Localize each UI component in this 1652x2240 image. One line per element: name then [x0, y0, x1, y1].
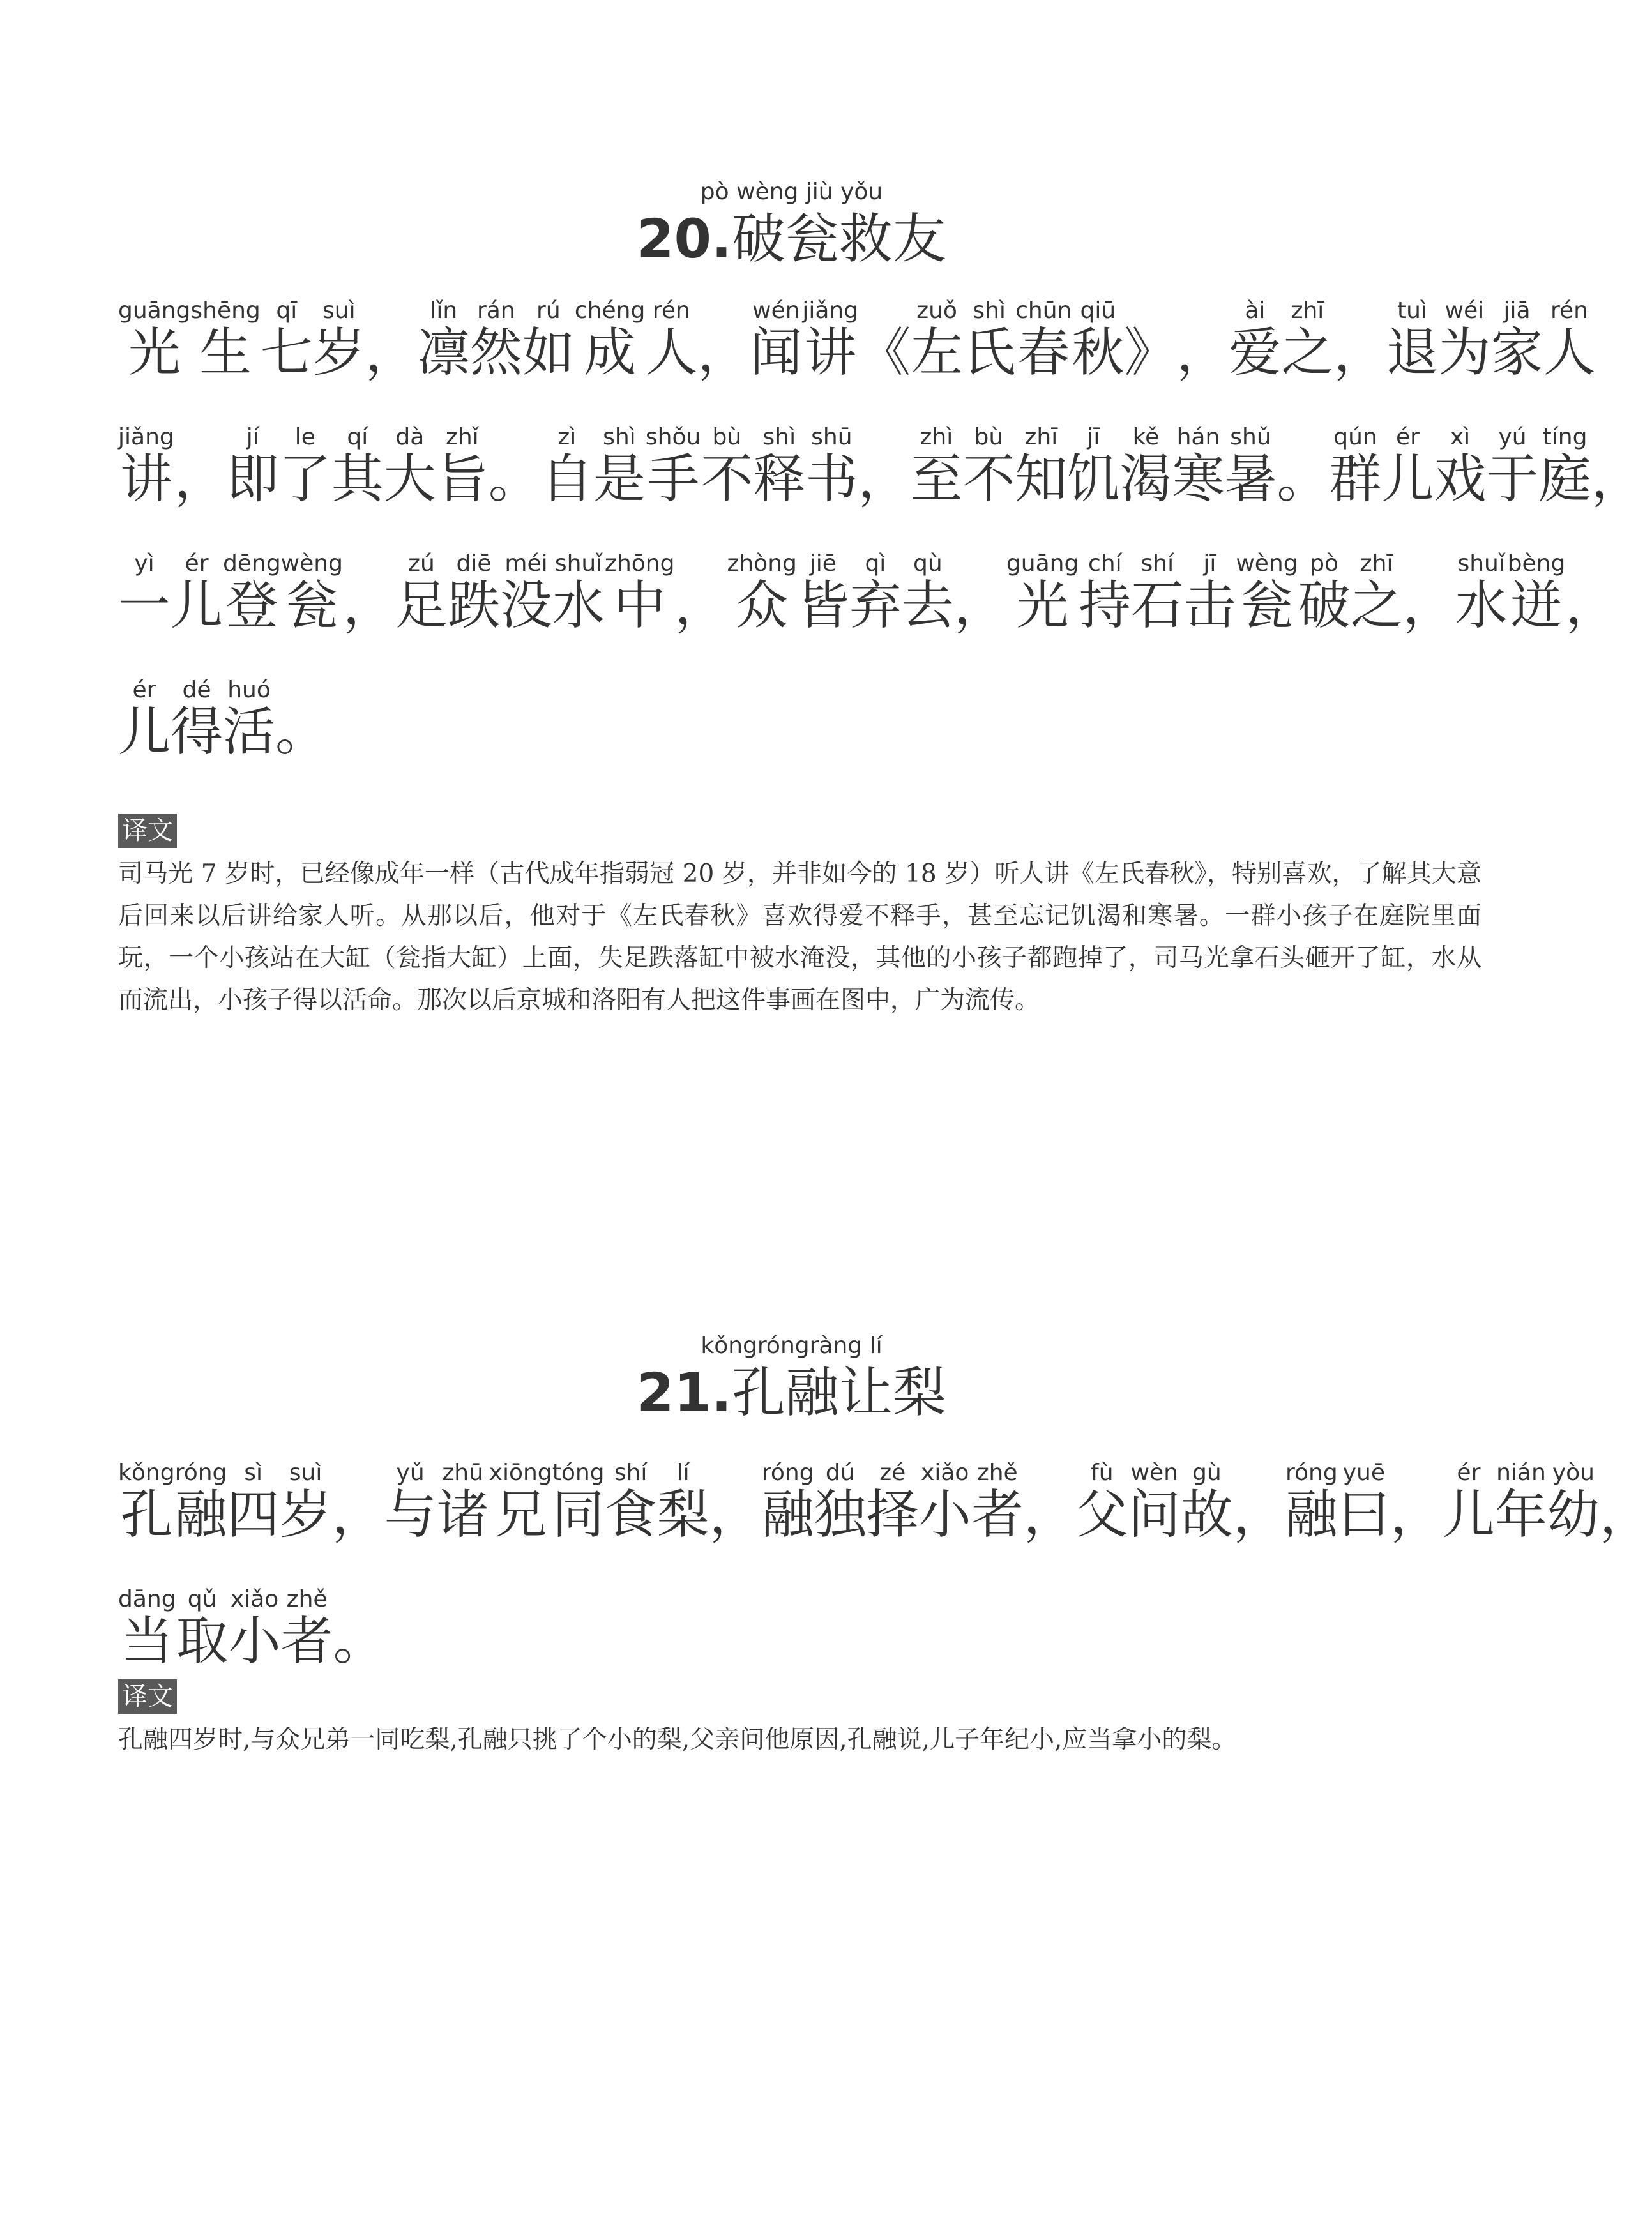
hanzi-char: 大dà — [383, 424, 436, 510]
verse-line — [118, 424, 1644, 510]
pinyin: zhě — [971, 1460, 1024, 1486]
hanzi-char: 》 — [1124, 322, 1176, 383]
pinyin: zuǒ — [911, 298, 964, 324]
page-title — [0, 1362, 1583, 1423]
pinyin: ér — [118, 677, 171, 703]
hanzi-char: 左zuǒ — [911, 298, 964, 383]
pinyin — [858, 424, 910, 450]
hanzi-char: 取qǔ — [176, 1586, 229, 1672]
section-20-title — [0, 176, 1583, 269]
pinyin: kě — [1119, 424, 1172, 450]
pinyin: nián — [1494, 1460, 1547, 1486]
hanzi-char: ， — [1233, 1485, 1285, 1545]
pinyin: yì — [118, 550, 171, 577]
page-title — [0, 208, 1583, 269]
hanzi-char: ， — [1333, 322, 1386, 383]
hanzi-char: 至zhì — [910, 424, 963, 510]
pinyin: zhī — [1350, 550, 1403, 577]
title-pinyin: pò wèng jiù yǒu — [700, 179, 883, 205]
hanzi-char: ， — [1390, 1485, 1443, 1545]
hanzi-char: 儿ér — [1381, 424, 1434, 510]
hanzi-char: ， — [1024, 1485, 1076, 1545]
hanzi-char: 讲jiǎng — [802, 298, 859, 383]
hanzi-char: 生shēng — [190, 298, 261, 383]
hanzi-char: 爱ài — [1229, 298, 1282, 383]
pinyin: shí — [1131, 550, 1184, 577]
hanzi-char: 手shǒu — [645, 424, 701, 510]
pinyin — [709, 1460, 762, 1486]
translation-text: 司马光 7 岁时，已经像成年一样（古代成年指弱冠 20 岁，并非如今的 18 岁）听人讲《左氏春秋》，特别喜欢，了解其大意后回来以后讲给家人听。从那以后，他对于《左氏春秋》喜欢得爱不释手，甚至忘记饥渴和寒暑。一群小孩子在庭院里面玩，一个小孩站在大缸（瓮指大缸）上面，失足跌落缸中被水淹没，其他的小孩子都跑掉了，司马光拿石头砸开了缸，水从而流出，小孩子得以活命。那次以后京城和洛阳有人把这件事画在图中，广为流传。 — [118, 859, 1481, 1015]
hanzi-char: 破pò — [1298, 550, 1351, 636]
pinyin — [858, 298, 911, 324]
hanzi-char: 渴kě — [1119, 424, 1172, 510]
pinyin: diē — [448, 550, 501, 577]
hanzi-char: 氏shì — [963, 298, 1016, 383]
pinyin — [1233, 1460, 1285, 1486]
pinyin: shì — [963, 298, 1016, 324]
hanzi-char: ， — [174, 449, 227, 510]
pinyin: wèng — [1236, 550, 1298, 577]
hanzi-char: 人rén — [645, 298, 698, 383]
pinyin — [275, 677, 328, 703]
hanzi-char: 小xiǎo — [918, 1460, 971, 1545]
hanzi-char: ， — [365, 322, 418, 383]
translation-tag: 译文 — [118, 1679, 177, 1714]
hanzi-char: 独dú — [814, 1460, 867, 1545]
pinyin: róng — [761, 1460, 814, 1486]
pinyin: xiōng — [489, 1460, 552, 1486]
hanzi-char: 。 — [1277, 449, 1329, 510]
hanzi-char: 与yǔ — [384, 1460, 437, 1545]
verse-line — [118, 1460, 1652, 1545]
hanzi-char: ， — [858, 449, 910, 510]
hanzi-char: 于yú — [1486, 424, 1539, 510]
hanzi-char: 持chí — [1079, 550, 1132, 636]
hanzi-char: 一yì — [118, 550, 171, 636]
hanzi-char: ， — [954, 575, 1006, 636]
pinyin: gù — [1180, 1460, 1233, 1486]
pinyin: qiū — [1072, 298, 1125, 324]
pinyin: shǒu — [645, 424, 701, 450]
pinyin: jí — [226, 424, 279, 450]
verse-line — [118, 1586, 1491, 1672]
hanzi-char: 瓮wèng — [1236, 550, 1298, 636]
pinyin: dāng — [118, 1586, 176, 1612]
hanzi-char: 者zhě — [971, 1460, 1024, 1545]
story-number: 20. — [637, 208, 732, 270]
hanzi-char: 石shí — [1131, 550, 1184, 636]
pinyin: le — [278, 424, 331, 450]
hanzi-char: 得dé — [171, 677, 224, 762]
hanzi-char: 孔kǒng — [118, 1460, 175, 1545]
pinyin — [1333, 298, 1386, 324]
hanzi-char: 水shuǐ — [552, 550, 605, 636]
hanzi-char: 曰yuē — [1337, 1460, 1390, 1545]
hanzi-char: 没méi — [500, 550, 553, 636]
hanzi-char: 成chéng — [574, 298, 646, 383]
pinyin: qī — [260, 298, 313, 324]
hanzi-char: 是shì — [593, 424, 646, 510]
hanzi-char: 儿ér — [171, 550, 224, 636]
pinyin: wèng — [280, 550, 343, 577]
hanzi-char: 释shì — [753, 424, 806, 510]
pinyin: yòu — [1547, 1460, 1600, 1486]
hanzi-char: 之zhī — [1281, 298, 1334, 383]
pinyin: tuì — [1386, 298, 1439, 324]
pinyin: zhī — [1281, 298, 1334, 324]
hanzi-char: ， — [332, 1485, 384, 1545]
hanzi-char: 问wèn — [1128, 1460, 1181, 1545]
hanzi-char: 足zú — [395, 550, 448, 636]
pinyin: róng — [1285, 1460, 1338, 1486]
hanzi-char: 庭tíng — [1538, 424, 1591, 510]
hanzi-char: 不bù — [701, 424, 754, 510]
hanzi-char: 知zhī — [1015, 424, 1068, 510]
hanzi-char: 人rén — [1543, 298, 1596, 383]
hanzi-char: 诸zhū — [436, 1460, 489, 1545]
hanzi-char: 瓮wèng — [280, 550, 343, 636]
pinyin: shì — [593, 424, 646, 450]
pinyin: zhì — [910, 424, 963, 450]
pinyin: shuǐ — [1455, 550, 1508, 577]
hanzi-char: 弃qì — [849, 550, 902, 636]
pinyin — [365, 298, 418, 324]
hanzi-char: 登dēng — [223, 550, 281, 636]
pinyin — [1600, 1460, 1652, 1486]
pinyin — [1390, 1460, 1443, 1486]
hanzi-char: 了le — [278, 424, 331, 510]
pinyin — [1176, 298, 1229, 324]
pinyin: lí — [656, 1460, 709, 1486]
pinyin: xiǎo — [228, 1586, 281, 1612]
pinyin: shū — [805, 424, 858, 450]
pinyin — [332, 1460, 384, 1486]
pinyin: suì — [279, 1460, 332, 1486]
pinyin: qù — [901, 550, 954, 577]
hanzi-char: 融róng — [761, 1460, 814, 1545]
hanzi-char: 然rán — [469, 298, 522, 383]
pinyin: zhōng — [605, 550, 675, 577]
pinyin — [674, 550, 727, 577]
pinyin: sì — [227, 1460, 280, 1486]
pinyin: huó — [223, 677, 276, 703]
hanzi-char: 饥jī — [1067, 424, 1120, 510]
hanzi-char: 同tóng — [552, 1460, 605, 1545]
hanzi-char: 兄xiōng — [489, 1460, 552, 1545]
hanzi-char: 其qí — [331, 424, 384, 510]
pinyin — [343, 550, 395, 577]
pinyin — [489, 424, 541, 450]
hanzi-char: 不bù — [962, 424, 1015, 510]
hanzi-char: 戏xì — [1434, 424, 1487, 510]
hanzi-char: 四sì — [227, 1460, 280, 1545]
hanzi-char: 者zhě — [280, 1586, 333, 1672]
hanzi-char: 为wéi — [1438, 298, 1491, 383]
pinyin: bù — [701, 424, 754, 450]
pinyin: dé — [171, 677, 224, 703]
hanzi-char: ， — [1600, 1485, 1652, 1545]
pinyin: guāng — [118, 298, 191, 324]
verse-line — [118, 550, 1618, 636]
pinyin: zhǐ — [436, 424, 489, 450]
pinyin: xì — [1434, 424, 1487, 450]
pinyin: qì — [849, 550, 902, 577]
pinyin: dà — [383, 424, 436, 450]
pinyin: jiǎng — [802, 298, 859, 324]
pinyin: zé — [866, 1460, 919, 1486]
hanzi-char: 岁suì — [279, 1460, 332, 1545]
pinyin: zhòng — [727, 550, 797, 577]
pinyin: suì — [312, 298, 365, 324]
pinyin: dēng — [223, 550, 281, 577]
hanzi-char: 。 — [489, 449, 541, 510]
pinyin: wèn — [1128, 1460, 1181, 1486]
pinyin: yuē — [1337, 1460, 1390, 1486]
pinyin: lǐn — [417, 298, 470, 324]
hanzi-char: 幼yòu — [1547, 1460, 1600, 1545]
pinyin: qǔ — [176, 1586, 229, 1612]
hanzi-char: 跌diē — [448, 550, 501, 636]
pinyin: zhī — [1015, 424, 1068, 450]
pinyin: jiē — [796, 550, 849, 577]
pinyin: chéng — [574, 298, 646, 324]
pinyin: xiǎo — [918, 1460, 971, 1486]
pinyin: bèng — [1507, 550, 1566, 577]
pinyin: shí — [604, 1460, 657, 1486]
hanzi-char: 七qī — [260, 298, 313, 383]
pinyin — [1024, 1460, 1076, 1486]
pinyin: shì — [753, 424, 806, 450]
hanzi-char: 光guāng — [1006, 550, 1079, 636]
hanzi-char: 闻wén — [750, 298, 803, 383]
pinyin — [1277, 424, 1329, 450]
story-title: 孔融让梨 — [731, 1361, 946, 1424]
hanzi-char: 食shí — [604, 1460, 657, 1545]
hanzi-char: 当dāng — [118, 1586, 176, 1672]
hanzi-char: 光guāng — [118, 298, 191, 383]
pinyin: ér — [1381, 424, 1434, 450]
pinyin: bù — [962, 424, 1015, 450]
pinyin: ài — [1229, 298, 1282, 324]
pinyin: jī — [1183, 550, 1236, 577]
pinyin: kǒng — [118, 1460, 175, 1486]
hanzi-char: 融róng — [1285, 1460, 1338, 1545]
pinyin — [954, 550, 1006, 577]
pinyin: róng — [174, 1460, 227, 1486]
hanzi-char: ， — [1591, 449, 1644, 510]
hanzi-char: 儿ér — [1442, 1460, 1495, 1545]
hanzi-char: 儿ér — [118, 677, 171, 762]
hanzi-char: ， — [1176, 322, 1229, 383]
hanzi-char: 旨zhǐ — [436, 424, 489, 510]
pinyin: rén — [1543, 298, 1596, 324]
pinyin: jiǎng — [118, 424, 174, 450]
pinyin: wén — [750, 298, 803, 324]
hanzi-char: 皆jiē — [796, 550, 849, 636]
pinyin — [1591, 424, 1644, 450]
section-21-title — [0, 1330, 1583, 1423]
hanzi-char: 水shuǐ — [1455, 550, 1508, 636]
hanzi-char: ， — [343, 575, 395, 636]
story-title: 破瓮救友 — [731, 208, 946, 270]
pinyin: ér — [1442, 1460, 1495, 1486]
hanzi-char: 去qù — [901, 550, 954, 636]
pinyin — [1565, 550, 1618, 577]
hanzi-char: 中zhōng — [605, 550, 675, 636]
hanzi-char: 退tuì — [1386, 298, 1439, 383]
pinyin: shuǐ — [552, 550, 605, 577]
hanzi-char: 岁suì — [312, 298, 365, 383]
pinyin: shǔ — [1224, 424, 1277, 450]
hanzi-char: ， — [1565, 575, 1618, 636]
pinyin: yǔ — [384, 1460, 437, 1486]
verse-line — [118, 298, 1596, 383]
pinyin: qí — [331, 424, 384, 450]
pinyin: pò — [1298, 550, 1351, 577]
pinyin — [1403, 550, 1455, 577]
hanzi-char: 即jí — [226, 424, 279, 510]
translation-tag: 译文 — [118, 814, 177, 848]
pinyin: fù — [1075, 1460, 1128, 1486]
pinyin: guāng — [1006, 550, 1079, 577]
hanzi-char: ， — [709, 1485, 762, 1545]
title-pinyin: kǒngróngràng lí — [701, 1333, 883, 1359]
hanzi-char: ， — [697, 322, 750, 383]
pinyin: hán — [1172, 424, 1225, 450]
hanzi-char: 自zì — [540, 424, 593, 510]
pinyin: jiā — [1490, 298, 1543, 324]
hanzi-char: 。 — [333, 1611, 386, 1672]
pinyin: rén — [645, 298, 698, 324]
hanzi-char: 家jiā — [1490, 298, 1543, 383]
hanzi-char: 年nián — [1494, 1460, 1547, 1545]
pinyin — [1124, 298, 1176, 324]
hanzi-char: ， — [1403, 575, 1455, 636]
pinyin: chūn — [1015, 298, 1072, 324]
hanzi-char: 父fù — [1075, 1460, 1128, 1545]
hanzi-char: 书shū — [805, 424, 858, 510]
hanzi-char: 迸bèng — [1507, 550, 1566, 636]
pinyin: tóng — [552, 1460, 605, 1486]
pinyin: zhě — [280, 1586, 333, 1612]
pinyin: wéi — [1438, 298, 1491, 324]
pinyin: jī — [1067, 424, 1120, 450]
hanzi-char: 梨lí — [656, 1460, 709, 1545]
verse-line — [118, 677, 1491, 762]
hanzi-char: 群qún — [1329, 424, 1382, 510]
hanzi-char: 春chūn — [1015, 298, 1072, 383]
pinyin: méi — [500, 550, 553, 577]
pinyin — [333, 1586, 386, 1612]
pinyin: zì — [540, 424, 593, 450]
hanzi-char: 寒hán — [1172, 424, 1225, 510]
hanzi-char: 众zhòng — [727, 550, 797, 636]
pinyin: tíng — [1538, 424, 1591, 450]
hanzi-char: 暑shǔ — [1224, 424, 1277, 510]
hanzi-char: 之zhī — [1350, 550, 1403, 636]
pinyin — [174, 424, 227, 450]
pinyin: shēng — [190, 298, 261, 324]
hanzi-char: 。 — [275, 702, 328, 762]
pinyin: zú — [395, 550, 448, 577]
pinyin: dú — [814, 1460, 867, 1486]
hanzi-char: 融róng — [174, 1460, 227, 1545]
hanzi-char: 击jī — [1183, 550, 1236, 636]
pinyin: rú — [522, 298, 575, 324]
hanzi-char: 故gù — [1180, 1460, 1233, 1545]
pinyin: zhū — [436, 1460, 489, 1486]
pinyin: rán — [469, 298, 522, 324]
pinyin — [697, 298, 750, 324]
hanzi-char: 讲jiǎng — [118, 424, 174, 510]
hanzi-char: 凛lǐn — [417, 298, 470, 383]
hanzi-char: 活huó — [223, 677, 276, 762]
translation-text: 孔融四岁时,与众兄弟一同吃梨,孔融只挑了个小的梨,父亲问他原因,孔融说,儿子年纪小,应当拿小的梨。 — [118, 1725, 1237, 1754]
hanzi-char: 小xiǎo — [228, 1586, 281, 1672]
hanzi-char: 择zé — [866, 1460, 919, 1545]
hanzi-char: 如rú — [522, 298, 575, 383]
pinyin: yú — [1486, 424, 1539, 450]
pinyin: ér — [171, 550, 224, 577]
hanzi-char: 《 — [858, 322, 911, 383]
pinyin: chí — [1079, 550, 1132, 577]
story-number: 21. — [637, 1361, 732, 1424]
hanzi-char: ， — [674, 575, 727, 636]
pinyin: qún — [1329, 424, 1382, 450]
hanzi-char: 秋qiū — [1072, 298, 1125, 383]
